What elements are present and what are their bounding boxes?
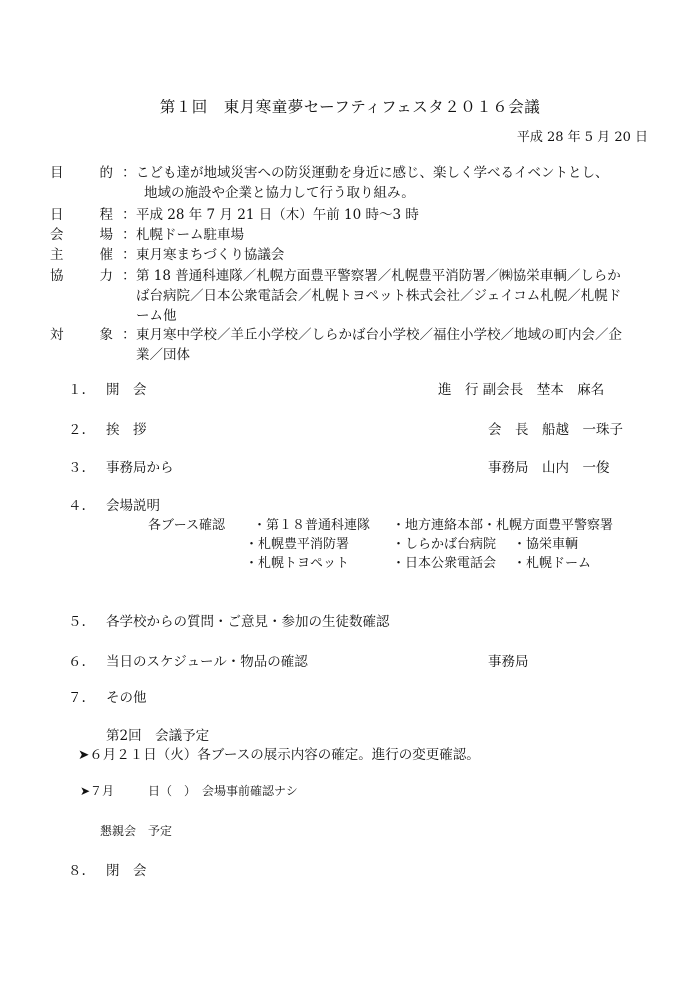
purpose-row: 目 的 ： こども達が地域災害への防災運動を身近に感じ、楽しく学べるイベントとし、 地域の施設や企業と協力して行う取り組み。 <box>50 163 650 203</box>
site-check-bullet: 日（ ） 会場事前確認ナシ <box>148 784 298 798</box>
cooperation-line: ーム他 <box>136 308 177 324</box>
booth-entry: ・地方連絡本部・札幌方面豊平警察署 <box>392 518 614 533</box>
target-line: 東月寒中学校／羊丘小学校／しらかば台小学校／福住小学校／地域の町内会／企 <box>136 327 622 343</box>
document-date: 平成 28 年 5 月 20 日 <box>516 130 648 145</box>
agenda-owner: 事務局 山内 一俊 <box>488 460 610 476</box>
host-row: 主 催 ： 東月寒まちづくり協議会 <box>50 245 650 265</box>
booth-entry: ・協栄車輌 <box>513 537 579 552</box>
target-row: 対 象 ： 東月寒中学校／羊丘小学校／しらかば台小学校／福住小学校／地域の町内会／企 業／団体 <box>50 325 650 365</box>
page-title: 第１回 東月寒童夢セーフティフェスタ２０１６会議 <box>159 98 541 116</box>
social-gathering: 懇親会 予定 <box>100 824 173 838</box>
agenda-item: ６. 当日のスケジュール・物品の確認 <box>68 654 308 670</box>
booth-entry: ・札幌豊平消防署 <box>245 537 350 552</box>
booth-entry: ・第１８普通科連隊 <box>253 518 371 533</box>
next-meeting-heading: 第2回 会議予定 <box>106 728 210 744</box>
booth-entry: ・日本公衆電話会 <box>392 556 497 571</box>
booth-entry: ・札幌トヨペット <box>245 556 350 571</box>
cooperation-row: 協 力 ： 第 18 普通科連隊／札幌方面豊平警察署／札幌豊平消防署／㈱協栄車輌／しらか ば台病院／日本公衆電話会／札幌トヨペット株式会社／ジェイコム札幌／札幌ド ーム他 <box>50 266 650 326</box>
venue-row: 会 場 ： 札幌ドーム駐車場 <box>50 225 650 245</box>
next-meeting-bullet: ➤６月２１日（火）各ブースの展示内容の確定。進行の変更確認。 <box>78 747 480 763</box>
host-value: 東月寒まちづくり協議会 <box>136 247 285 263</box>
agenda-item: ３. 事務局から <box>68 460 174 476</box>
agenda-item: ５. 各学校からの質問・ご意見・参加の生徒数確認 <box>68 614 390 630</box>
agenda-item: ２. 挨 拶 <box>68 422 147 438</box>
purpose-line: こども達が地域災害への防災運動を身近に感じ、楽しく学べるイベントとし、 <box>136 165 609 181</box>
agenda-item: １. 開 会 <box>68 382 147 398</box>
agenda-owner: 会 長 船越 一珠子 <box>488 422 623 438</box>
schedule-value: 平成 28 年 7 月 21 日（木）午前 10 時〜3 時 <box>136 207 419 223</box>
agenda-owner: 進 行 副会長 埜本 麻名 <box>438 382 605 398</box>
site-check-month: ➤７月 <box>80 784 115 798</box>
cooperation-line: 第 18 普通科連隊／札幌方面豊平警察署／札幌豊平消防署／㈱協栄車輌／しらか <box>136 268 621 284</box>
venue-value: 札幌ドーム駐車場 <box>136 227 244 243</box>
booth-entry: ・札幌ドーム <box>513 556 592 571</box>
agenda-item: ８. 閉 会 <box>68 863 147 879</box>
target-line: 業／団体 <box>136 347 190 363</box>
agenda-item: ４. 会場説明 <box>68 498 160 514</box>
booth-label: 各ブース確認 <box>148 518 225 533</box>
schedule-row: 日 程 ： 平成 28 年 7 月 21 日（木）午前 10 時〜3 時 <box>50 205 650 225</box>
purpose-line: 地域の施設や企業と協力して行う取り組み。 <box>144 185 415 201</box>
cooperation-line: ば台病院／日本公衆電話会／札幌トヨペット株式会社／ジェイコム札幌／札幌ド <box>136 288 622 304</box>
agenda-owner: 事務局 <box>488 654 529 670</box>
agenda-item: ７. その他 <box>68 690 147 706</box>
booth-entry: ・しらかば台病院 <box>392 537 497 552</box>
